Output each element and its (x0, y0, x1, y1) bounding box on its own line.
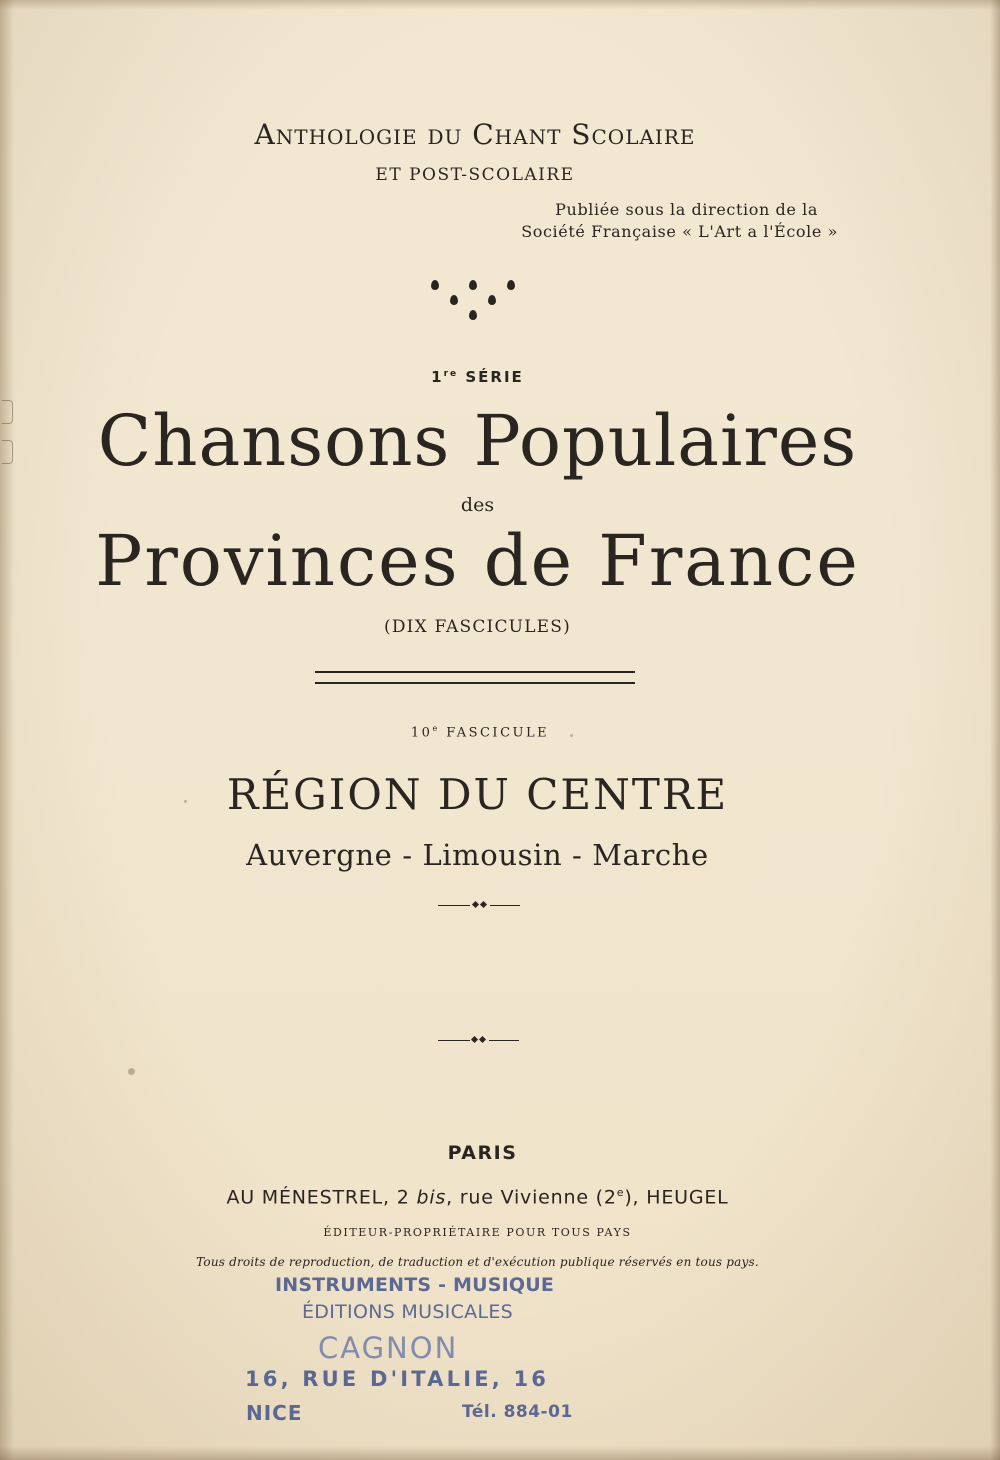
worn-top-edge (0, 0, 1000, 10)
worn-right-edge (990, 0, 1000, 1460)
series-label: 1re SÉRIE (431, 368, 524, 386)
publisher-address: AU MÉNESTREL, 2 bis, rue Vivienne (2e), HEUGEL (226, 1186, 729, 1209)
stamp-line-city: NICE (246, 1401, 303, 1425)
region-title: RÉGION DU CENTRE (226, 770, 729, 819)
stamp-line-name: CAGNON (318, 1331, 459, 1365)
title-connector: des (460, 494, 495, 516)
direction-line-1: Publiée sous la direction de la (555, 200, 818, 219)
fascicule-label: 10e FASCICULE (410, 724, 550, 741)
drops-ornament (425, 275, 525, 325)
paper-speck (570, 734, 573, 737)
stamp-line-instruments: INSTRUMENTS - MUSIQUE (275, 1274, 555, 1296)
provinces-list: Auvergne - Limousin - Marche (246, 838, 709, 872)
stamp-line-phone: Tél. 884-01 (462, 1402, 573, 1422)
main-title-line-2: Provinces de France (95, 520, 860, 602)
double-rule-top (315, 671, 635, 673)
anthology-title: Anthologie du Chant Scolaire (254, 118, 696, 151)
paper-speck (184, 800, 187, 803)
publisher-city: PARIS (447, 1142, 518, 1164)
paper-speck (128, 1068, 135, 1075)
direction-line-2: Société Française « L'Art a l'École » (521, 222, 838, 241)
double-rule-bottom (315, 682, 635, 684)
stamp-line-address: 16, RUE D'ITALIE, 16 (245, 1367, 550, 1391)
volume-count: (DIX FASCICULES) (384, 617, 571, 637)
publisher-role: ÉDITEUR-PROPRIÉTAIRE POUR TOUS PAYS (323, 1226, 632, 1239)
stamp-line-editions: ÉDITIONS MUSICALES (302, 1301, 513, 1323)
worn-bottom-edge (0, 1446, 1000, 1460)
rights-notice: Tous droits de reproduction, de traduction et d'exécution publique réservés en tous pays. (196, 1255, 759, 1269)
anthology-subtitle: ET POST-SCOLAIRE (375, 165, 575, 185)
main-title-line-1: Chansons Populaires (97, 400, 858, 482)
